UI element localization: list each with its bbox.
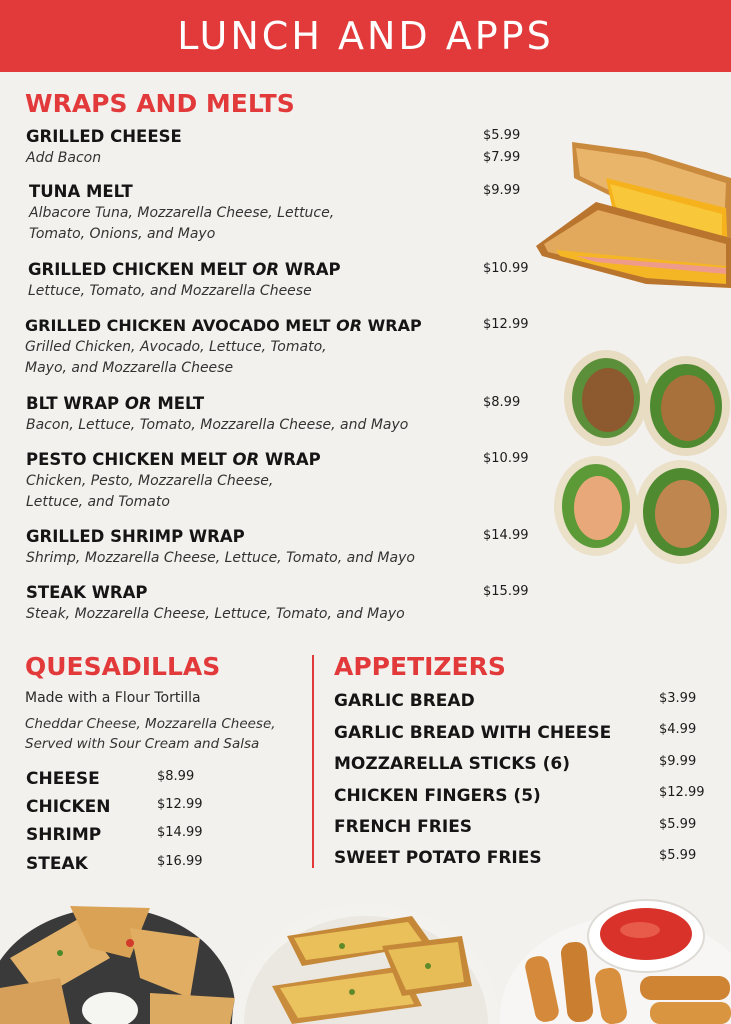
item-description: Albacore Tuna, Mozzarella Cheese, Lettuce, Tomato, Onions, and Mayo <box>29 205 335 242</box>
item-description: Steak, Mozzarella Cheese, Lettuce, Tomato, and Mayo <box>26 606 405 622</box>
column-divider <box>312 655 314 868</box>
quesadillas-section-title: QUESADILLAS <box>25 652 221 681</box>
menu-item-blt <box>26 393 408 436</box>
item-name: GRILLED CHICKEN AVOCADO MELT OR WRAP <box>25 316 422 335</box>
appetizer-name-sweet-potato-fries: SWEET POTATO FRIES <box>334 848 542 868</box>
item-price: $15.99 <box>483 584 529 599</box>
item-description: Bacon, Lettuce, Tomato, Mozzarella Cheese, and Mayo <box>26 417 409 433</box>
item-description: Grilled Chicken, Avocado, Lettuce, Tomato, Mayo, and Mozzarella Cheese <box>25 339 327 376</box>
quesadilla-name-chicken: CHICKEN <box>26 797 111 817</box>
appetizer-name-mozzarella-sticks: MOZZARELLA STICKS (6) <box>334 754 570 774</box>
item-price: $12.99 <box>483 317 529 332</box>
quesadilla-price-steak: $16.99 <box>157 854 203 869</box>
item-description: Add Bacon <box>26 150 102 166</box>
header-banner <box>0 0 731 72</box>
quesadilla-name-cheese: CHEESE <box>26 769 100 789</box>
item-price: $10.99 <box>483 451 529 466</box>
grilled-cheese-photo <box>536 138 731 293</box>
appetizer-name-garlic-bread: GARLIC BREAD <box>334 691 475 711</box>
quesadilla-plate-photo <box>0 898 240 1024</box>
item-price: $9.99 <box>483 183 521 198</box>
appetizer-price-chicken-fingers: $12.99 <box>659 785 705 800</box>
appetizer-name-chicken-fingers: CHICKEN FINGERS (5) <box>334 786 541 806</box>
item-name: STEAK WRAP <box>26 583 148 602</box>
item-name: GRILLED SHRIMP WRAP <box>26 527 245 546</box>
appetizer-price-mozzarella-sticks: $9.99 <box>659 754 697 769</box>
appetizer-price-garlic-bread-cheese: $4.99 <box>659 722 697 737</box>
item-name: BLT WRAP OR MELT <box>26 394 205 413</box>
item-name: PESTO CHICKEN MELT OR WRAP <box>26 450 321 469</box>
item-name: GRILLED CHEESE <box>26 127 182 146</box>
quesadilla-price-shrimp: $14.99 <box>157 825 203 840</box>
item-price: $14.99 <box>483 528 529 543</box>
wraps-section-title: WRAPS AND MELTS <box>25 89 295 118</box>
menu-item-grilled-shrimp-wrap <box>26 526 415 569</box>
garlic-bread-photo <box>232 896 500 1024</box>
menu-item-grilled-chicken-melt-or-wrap <box>28 259 341 302</box>
appetizer-name-garlic-bread-cheese: GARLIC BREAD WITH CHEESE <box>334 723 612 743</box>
appetizer-price-garlic-bread: $3.99 <box>659 691 697 706</box>
appetizer-price-sweet-potato-fries: $5.99 <box>659 848 697 863</box>
quesadillas-intro: Made with a Flour Tortilla <box>25 690 201 706</box>
quesadilla-price-chicken: $12.99 <box>157 797 203 812</box>
quesadilla-name-shrimp: SHRIMP <box>26 825 102 845</box>
appetizer-name-french-fries: FRENCH FRIES <box>334 817 473 837</box>
page-title: LUNCH AND APPS <box>177 14 554 58</box>
quesadilla-price-cheese: $8.99 <box>157 769 195 784</box>
item-price-add-bacon: $7.99 <box>483 150 521 165</box>
menu-item-steak-wrap <box>26 582 405 625</box>
quesadillas-description: Cheddar Cheese, Mozzarella Cheese, Served with Sour Cream and Salsa <box>25 716 276 752</box>
menu-item-pesto-chicken <box>26 449 321 513</box>
appetizers-section-title: APPETIZERS <box>334 652 506 681</box>
appetizer-price-french-fries: $5.99 <box>659 817 697 832</box>
item-name: TUNA MELT <box>29 182 133 201</box>
item-description: Chicken, Pesto, Mozzarella Cheese, Lettuce, and Tomato <box>26 473 274 510</box>
item-price: $8.99 <box>483 395 521 410</box>
item-price: $10.99 <box>483 261 529 276</box>
mozzarella-sticks-photo <box>500 896 731 1024</box>
wraps-photo <box>546 346 731 568</box>
item-name: GRILLED CHICKEN MELT OR WRAP <box>28 260 341 279</box>
item-description: Lettuce, Tomato, and Mozzarella Cheese <box>28 283 312 299</box>
menu-item-grilled-chicken-avocado <box>25 315 422 379</box>
quesadilla-name-steak: STEAK <box>26 854 88 874</box>
item-description: Shrimp, Mozzarella Cheese, Lettuce, Tomato, and Mayo <box>26 550 415 566</box>
menu-item-tuna-melt <box>29 181 334 245</box>
menu-item-grilled-cheese <box>26 126 182 169</box>
item-price: $5.99 <box>483 128 521 143</box>
